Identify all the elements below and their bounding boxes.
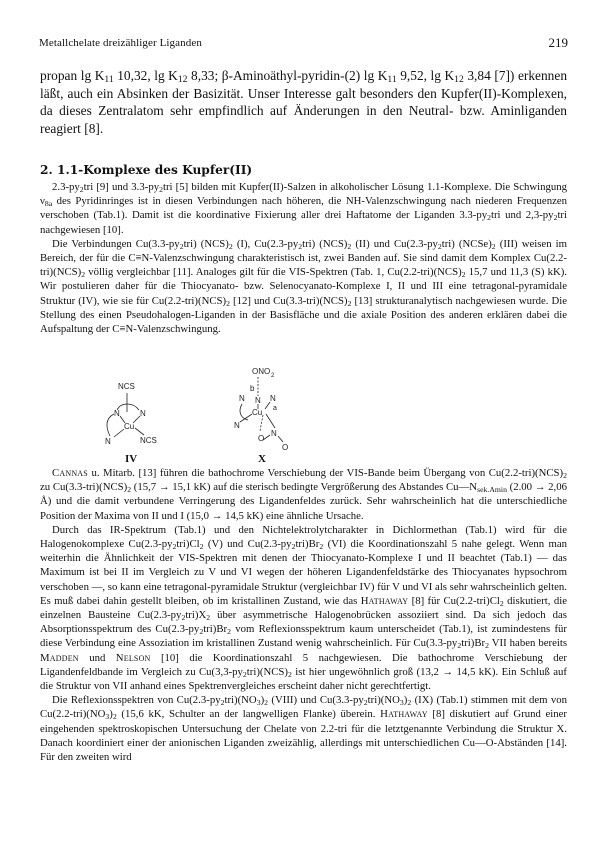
x-cu: Cu <box>252 408 263 417</box>
structure-x <box>234 367 288 464</box>
section-heading: 2. 1.1-Komplexe des Kupfer(II) <box>40 163 253 177</box>
intro-paragraph: propan $\lg K_{11}$ 10,32, $\lg K_{12}$ 8,33; β-Aminoäthyl-pyridin-(2) $\lg K_{11}$ 9,52, $\lg K_{12}$ 3,84 [7]) erkennen läßt, auch ein Absinken der Basizität. Unser Interesse galt besonders den Kupfer(II)-Komplexen, da dieses Zentralatom sehr empfindlich auf Änderungen in den Neutral- bzw. Aminliganden reagiert [8]. <box>40 68 568 136</box>
paragraph-3: Cannas u. Mitarb. [13] führen die bathochrome Verschiebung der VIS-Bande beim Übergang von $Cu(2.2-tri)(NCS)_2$ zu $Cu(3.3-tri)(NCS)_2$ (15,7 → 15,1 kK) auf die sterisch bedingte Vergrößerung des Abstandes $Cu—N_{sek.Amin}$ (2.00 → 2,06 Å) und die damit verbundene Verringerung des Ligandenfeldes zurück. Sehr wahrscheinlich hat die unterschiedliche Position der Maxima von II und I (15,0 → 14,5 kK) eine ähnliche Ursache. <box>40 467 567 522</box>
x-o1: O <box>258 434 265 443</box>
iv-cu: Cu <box>124 422 135 431</box>
section-text-lower <box>40 466 567 764</box>
x-bond-b: b <box>250 384 255 393</box>
running-title: Metallchelate dreizähliger Liganden <box>39 37 202 49</box>
structure-figure <box>100 356 350 464</box>
paragraph-2: Die Verbindungen $Cu(3.3-py_2tri)$ $(NCS)_2$ (I), $Cu(2.3-py_2tri)$ $(NCS)_2$ (II) und $Cu(2.3-py_2tri)$ $(NCSe)_2$ (III) weisen im Bereich, der für die C≡N-Valenzschwingung charakteristisch ist, zwei Banden auf. Sie sind damit dem Komplex $Cu(2.2-tri)(NCS)_2$ völlig vergleichbar [11]. Analoges gilt für die VIS-Spektren (Tab. 1, $Cu(2.2-tri)(NCS)_2$ 15,7 und 11,3 (S) kK). Wir postulieren daher für die Thiocyanato- bzw. Selenocyanato-Komplexe I, II und III eine tetragonal-pyramidale Struktur (IV), wie sie für $Cu(2.2-tri)(NCS)_2$ [12] und $Cu(3.3-tri)(NCS)_2$ [13] strukturanalytisch nachgewiesen wurde. Die Stellung des einen Pseudohalogen-Liganden in der Basisfläche und die axiale Position des anderen erklären dabei die Aufspaltung der C≡N-Valenzschwingung. <box>40 237 567 336</box>
paragraph-1: $2.3-py_2tri$ [9] und $3.3-py_2tri$ [5] bilden mit Kupfer(II)-Salzen in alkoholischer Lösung 1.1-Komplexe. Die Schwingung $\nu_{8a}$ des Pyridinringes ist in diesen Verbindungen nach höheren, die NH-Valenzschwingung nach niederen Frequenzen verschoben (Tab.1). Damit ist die koordinative Fixierung aller drei Haftatome der Liganden $3.3-py_2tri$ und $2,3-py_2tri$ nachgewiesen [10]. <box>40 181 567 236</box>
structure-iv <box>105 382 157 464</box>
label-iv: IV <box>125 453 138 464</box>
iv-ncs-top: NCS <box>118 382 135 391</box>
iv-n-bottom: N <box>105 437 111 446</box>
iv-n-right: N <box>140 409 146 418</box>
paragraph-4: Durch das IR-Spektrum (Tab.1) und den Nichtelektrolytcharakter in Dichlormethan (Tab.1) wird für die Halogenokomplexe $Cu(2.3-py_2tri)Cl_2$ (V) und $Cu(2.3-py_2tri)Br_2$ (VI) die Koordinationszahl 5 nahe gelegt. Wenn man weiterhin die Ähnlichkeit der VIS-Spektren mit denen der Thiocyanato-Komplexe I und II beachtet (Tab.1) — das Maximum ist bei II im Vergleich zu V und VI wegen der höheren Ligandenfeldstärke des Thiocyanates hypsochrom verschoben —, so kann eine tetragonal-pyramidale Struktur (vergleichbar IV) für V und VI als sehr wahrscheinlich gelten. Es muß dabei dahin gestellt bleiben, ob im kristallinen Zustand, wie das Hathaway [8] für $Cu(2.2-tri)Cl_2$ diskutiert, die einzelnen Bausteine $Cu(2.3-py_2tri)X_2$ über asymmetrische Halogenobrücken assoziiert sind. Da sich jedoch das Absorptionsspektrum des $Cu(2.3-py_2tri)Br_2$ vom Reflexionsspektrum kaum unterscheidet (Tab.1), ist zumindestens für diese Verbindung eine Assoziation im kristallinen Zustand wenig wahrscheinlich. Für $Cu(3.3-py_2tri)Br_2$ VII haben bereits Madden und Nelson [10] die Koordinationszahl 5 nachgewiesen. Die bathochrome Verschiebung der Ligandenfeldbande im Vergleich zu $Cu(3,3-py_2tri)(NCS)_2$ ist hier ungewöhnlich groß (13,2 → 14,5 kK). Ein Schluß auf die Struktur von VII anhand eines Spektrenvergleiches erscheint daher nicht gerechtfertigt. <box>40 523 567 693</box>
label-x: X <box>258 453 266 464</box>
structure-drawings <box>100 356 350 464</box>
x-ono2: ONO <box>252 367 271 376</box>
x-o2: O <box>282 443 289 452</box>
page-number: 219 <box>548 35 568 50</box>
iv-ncs-bottom: NCS <box>140 436 157 445</box>
iv-n-left: N <box>114 409 120 418</box>
x-n2: N <box>255 396 261 405</box>
x-n3: N <box>270 394 276 403</box>
x-n1: N <box>239 394 245 403</box>
x-n4: N <box>271 429 277 438</box>
x-bond-a: a <box>273 405 277 412</box>
section-text-upper <box>40 180 567 336</box>
x-ono2-sub: 2 <box>271 373 275 379</box>
x-n4-left: N <box>234 421 240 430</box>
paragraph-5: Die Reflexionsspektren von $Cu(2.3-py_2tri)(NO_3)_2$ (VIII) und $Cu(3.3-py_2tri)(NO_3)_2$ (IX) (Tab.1) stimmen mit dem von $Cu(2.2-tri)(NO_3)_2$ (15,6 kK, Schulter an der langwelligen Flanke) überein. Hathaway [8] diskutiert auf Grund einer eingehenden spektroskopischen Untersuchung der Chelate von 2.2-tri für die letztgenannte Verbindung die Struktur X. Danach koordiniert einer der anionischen Liganden zweizählig, allerdings mit unterschiedlichen Cu—O-Abständen [14]. Für den zweiten wird <box>40 694 568 764</box>
running-header <box>39 37 568 53</box>
